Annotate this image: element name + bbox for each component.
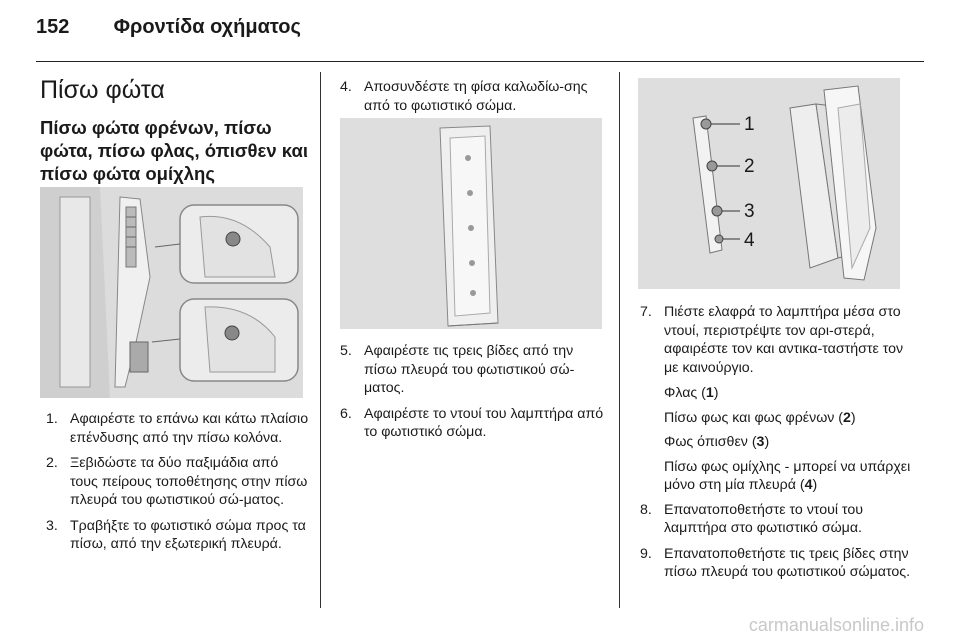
callout-4: 4 xyxy=(744,230,755,251)
list-item xyxy=(638,501,914,538)
list-item xyxy=(44,410,310,447)
lamp-type: Πίσω φως και φως φρένων (2) xyxy=(664,409,856,426)
step-text: Αφαιρέστε τις τρεις βίδες από την πίσω πλευρά του φωτιστικού σώ-ματος. xyxy=(364,343,575,396)
list-item xyxy=(338,342,606,398)
left-steps xyxy=(44,410,310,561)
list-item xyxy=(44,517,310,554)
watermark: carmanualsonline.info xyxy=(748,615,924,635)
right-steps xyxy=(638,303,914,589)
figure-pillar-trim xyxy=(40,187,303,398)
list-item xyxy=(638,303,914,377)
column-divider-2 xyxy=(619,72,620,608)
step-text: Αποσυνδέστε τη φίσα καλωδίω-σης από το φωτιστικό σώμα. xyxy=(364,79,588,114)
callout-2: 2 xyxy=(744,156,755,177)
step-text: Πιέστε ελαφρά το λαμπτήρα μέσα στο ντουί, περιστρέψτε τον αρι-στερά, αφαιρέστε τον και αντικα-ταστήστε τον με καινούργιο. xyxy=(664,304,904,376)
step-number: 3. xyxy=(46,517,58,534)
figure-bulb-holder xyxy=(638,78,900,289)
step-text: Επανατοποθετήστε το ντουί του λαμπτήρα στο φωτιστικό σώμα. xyxy=(664,501,863,536)
chapter-title: Φροντίδα οχήματος xyxy=(113,16,301,38)
figure-lamp-body xyxy=(340,118,602,329)
lamp-type: Πίσω φως ομίχλης - μπορεί να υπάρχει μόνο στη μία πλευρά (4) xyxy=(664,458,911,493)
page-header xyxy=(36,16,301,39)
page-number: 152 xyxy=(36,16,70,38)
callout-3: 3 xyxy=(744,201,755,222)
lamp-type: Φως όπισθεν (3) xyxy=(664,434,770,450)
step-number: 4. xyxy=(340,79,352,95)
callout-1: 1 xyxy=(744,114,755,135)
lamp-type: Φλας (1) xyxy=(664,385,719,401)
step-text: Αφαιρέστε το ντουί του λαμπτήρα από το φωτιστικό σώμα. xyxy=(364,405,604,440)
step-number: 1. xyxy=(46,411,58,427)
list-item xyxy=(638,545,914,582)
step-text: Επανατοποθετήστε τις τρεις βίδες στην πίσω πλευρά του φωτιστικού σώματος. xyxy=(664,545,911,580)
step-number: 2. xyxy=(46,455,58,471)
middle-bottom-steps xyxy=(338,342,606,449)
step-number: 5. xyxy=(340,343,352,359)
section-subtitle: Πίσω φώτα φρένων, πίσω φώτα, πίσω φλας, όπισθεν και πίσω φώτα ομίχλης xyxy=(40,117,308,184)
left-column xyxy=(40,76,308,185)
section-title: Πίσω φώτα xyxy=(40,76,165,104)
step-number: 6. xyxy=(340,405,352,422)
step-text: Ξεβιδώστε τα δύο παξιμάδια από τους πείρους τοποθέτησης στην πίσω πλευρά του φωτιστικού σώ-ματος. xyxy=(70,455,308,508)
list-item xyxy=(338,405,606,442)
middle-top-steps xyxy=(338,78,606,122)
step-text: Τραβήξτε το φωτιστικό σώμα προς τα πίσω, από την εξωτερική πλευρά. xyxy=(70,517,306,552)
step-number: 7. xyxy=(640,304,652,320)
step-number: 9. xyxy=(640,545,652,562)
step-text: Αφαιρέστε το επάνω και κάτω πλαίσιο επένδυσης από την πίσω κολόνα. xyxy=(70,411,309,446)
list-item xyxy=(338,78,606,115)
column-divider-1 xyxy=(320,72,321,608)
header-rule xyxy=(36,61,924,62)
list-item xyxy=(44,454,310,510)
step-number: 8. xyxy=(640,501,652,518)
